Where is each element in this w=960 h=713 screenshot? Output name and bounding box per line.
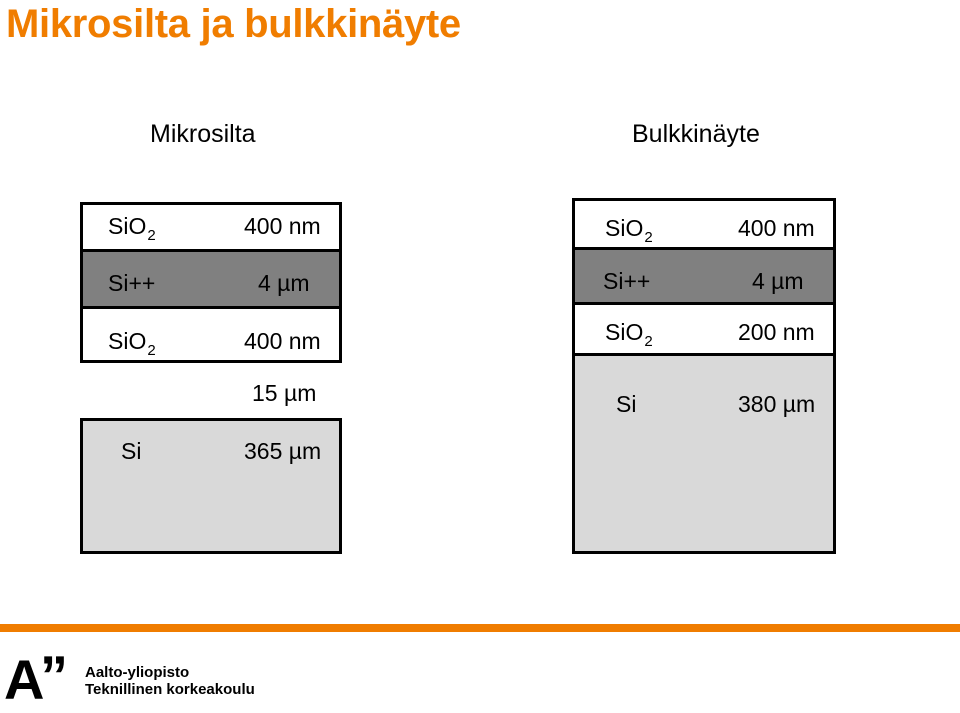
footer-accent-bar bbox=[0, 624, 960, 632]
bulkkinayte-heading: Bulkkinäyte bbox=[632, 120, 760, 148]
bulkkinayte-thickness-4: 380 µm bbox=[738, 391, 816, 417]
mikrosilta-thickness-2: 4 µm bbox=[258, 270, 310, 296]
logo-letter: A bbox=[4, 648, 45, 711]
bulkkinayte-material-3: SiO$_2$ bbox=[605, 319, 653, 350]
aalto-logo bbox=[4, 644, 74, 712]
org-school: Teknillinen korkeakoulu bbox=[85, 681, 255, 698]
mikrosilta-gap-thickness: 15 µm bbox=[252, 380, 317, 406]
org-name: Aalto-yliopisto bbox=[85, 664, 190, 681]
mikrosilta-material-5: Si bbox=[121, 438, 142, 464]
bulkkinayte-thickness-2: 4 µm bbox=[752, 268, 804, 294]
bulkkinayte-layer-si bbox=[572, 353, 836, 554]
bulkkinayte-thickness-1: 400 nm bbox=[738, 215, 815, 241]
mikrosilta-thickness-3: 400 nm bbox=[244, 328, 321, 354]
page-title: Mikrosilta ja bulkkinäyte bbox=[6, 2, 461, 46]
mikrosilta-heading: Mikrosilta bbox=[150, 120, 256, 148]
bulkkinayte-material-2: Si++ bbox=[603, 268, 651, 294]
bulkkinayte-material-1: SiO$_2$ bbox=[605, 215, 653, 246]
logo-quote-mark: ” bbox=[40, 644, 68, 707]
mikrosilta-thickness-5: 365 µm bbox=[244, 438, 322, 464]
bulkkinayte-material-4: Si bbox=[616, 391, 637, 417]
mikrosilta-thickness-1: 400 nm bbox=[244, 213, 321, 239]
bulkkinayte-thickness-3: 200 nm bbox=[738, 319, 815, 345]
mikrosilta-material-1: SiO$_2$ bbox=[108, 213, 156, 244]
mikrosilta-material-3: SiO$_2$ bbox=[108, 328, 156, 359]
mikrosilta-material-2: Si++ bbox=[108, 270, 156, 296]
